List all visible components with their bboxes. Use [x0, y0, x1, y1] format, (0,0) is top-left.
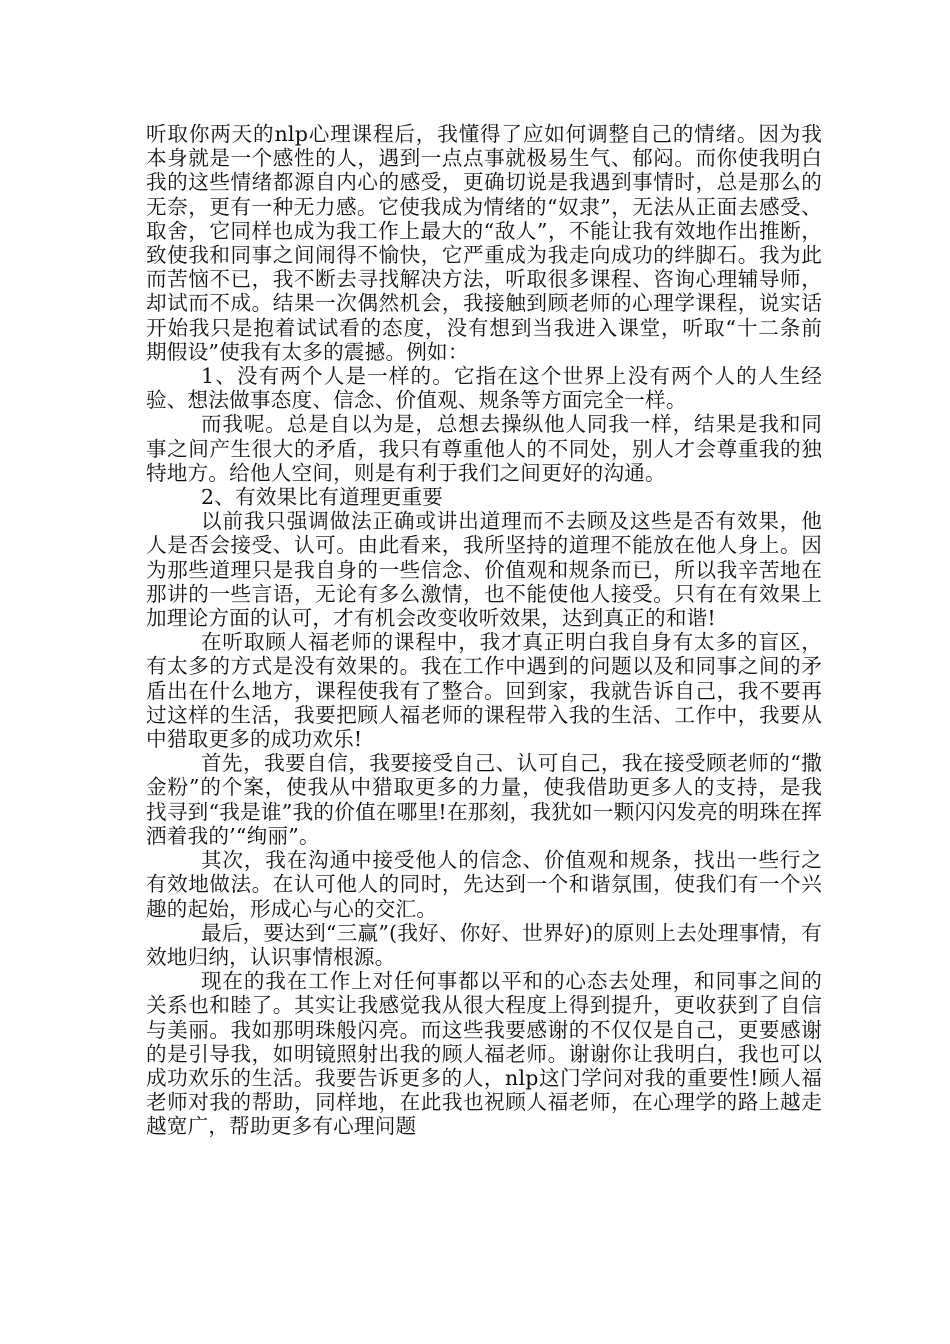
document-body: [146, 122, 822, 1139]
paragraph-8: 其次，我在沟通中接受他人的信念、价值观和规条，找出一些行之有效地做法。在认可他人的同时，先达到一个和谐氛围，使我们有一个兴趣的起始，形成心与心的交汇。: [146, 848, 822, 921]
paragraph-2: 1、没有两个人是一样的。它指在这个世界上没有两个人的人生经验、想法做事态度、信念、价值观、规条等方面完全一样。: [146, 364, 822, 413]
paragraph-3: 而我呢。总是自以为是，总想去操纵他人同我一样，结果是我和同事之间产生很大的矛盾，我只有尊重他人的不同处，别人才会尊重我的独特地方。给他人空间，则是有利于我们之间更好的沟通。: [146, 412, 822, 485]
paragraph-5: 以前我只强调做法正确或讲出道理而不去顾及这些是否有效果，他人是否会接受、认可。由此看来，我所坚持的道理不能放在他人身上。因为那些道理只是我自身的一些信念、价值观和规条而已，所以我辛苦地在那讲的一些言语，无论有多么激情，也不能使他人接受。只有在有效果上加理论方面的认可，才有机会改变收听效果，达到真正的和谐!: [146, 509, 822, 631]
paragraph-4: 2、有效果比有道理更重要: [201, 485, 444, 510]
paragraph-7: 首先，我要自信，我要接受自己、认可自己，我在接受顾老师的“撒金粉”的个案，使我从中猎取更多的力量，使我借助更多人的支持，是我找寻到“我是谁”我的价值在哪里!在那刻，我犹如一颗闪闪发亮的明珠在挥洒着我的’“绚丽”。: [146, 751, 822, 848]
paragraph-6: 在听取顾人福老师的课程中，我才真正明白我自身有太多的盲区，有太多的方式是没有效果的。我在工作中遇到的问题以及和同事之间的矛盾出在什么地方，课程使我有了整合。回到家，我就告诉自己，我不要再过这样的生活，我要把顾人福老师的课程带入我的生活、工作中，我要从中猎取更多的成功欢乐!: [146, 630, 822, 752]
paragraph-1: 听取你两天的nlp心理课程后，我懂得了应如何调整自己的情绪。因为我本身就是一个感性的人，遇到一点点事就极易生气、郁闷。而你使我明白我的这些情绪都源自内心的感受，更确切说是我遇到事情时，总是那么的无奈，更有一种无力感。它使我成为情绪的“奴隶”，无法从正面去感受、取舍，它同样也成为我工作上最大的“敌人”，不能让我有效地作出推断，致使我和同事之间闹得不愉快，它严重成为我走向成功的绊脚石。我为此而苦恼不已，我不断去寻找解决方法，听取很多课程、咨询心理辅导师，却试而不成。结果一次偶然机会，我接触到顾老师的心理学课程，说实话开始我只是抱着试试看的态度，没有想到当我进入课堂，听取“十二条前期假设”使我有太多的震撼。例如：: [146, 122, 822, 364]
paragraph-10: 现在的我在工作上对任何事都以平和的心态去处理，和同事之间的关系也和睦了。其实让我感觉我从很大程度上得到提升，更收获到了自信与美丽。我如那明珠般闪亮。而这些我要感谢的不仅仅是自己，更要感谢的是引导我，如明镜照射出我的顾人福老师。谢谢你让我明白，我也可以成功欢乐的生活。我要告诉更多的人，nlp这门学问对我的重要性!顾人福老师对我的帮助，同样地，在此我也祝顾人福老师，在心理学的路上越走越宽广，帮助更多有心理问题: [146, 969, 822, 1139]
paragraph-9: 最后，要达到“三赢”(我好、你好、世界好)的原则上去处理事情，有效地归纳，认识事情根源。: [146, 920, 822, 969]
